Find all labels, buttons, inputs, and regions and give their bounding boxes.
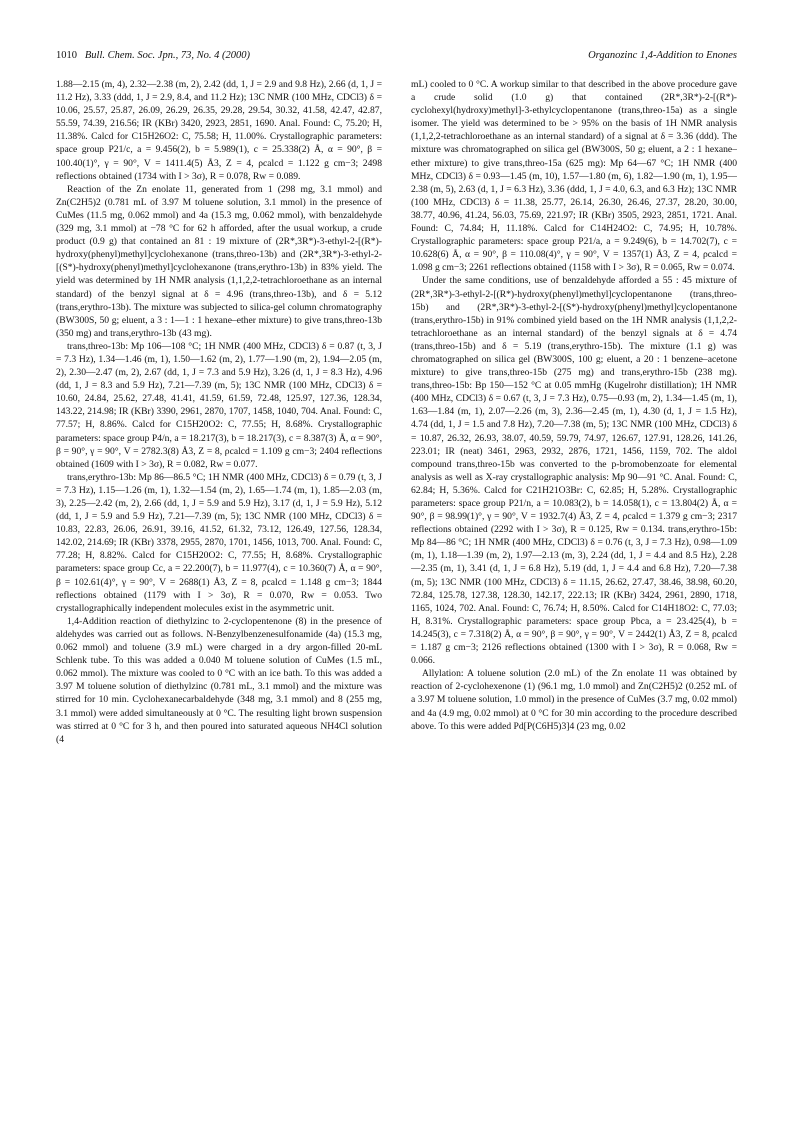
paragraph: 1,4-Addition reaction of diethylzinc to 2-cyclopentenone (8) in the presence of aldehydes was carried out as follows. N-Benzylbenzenesulfonamide (4a) (15.3 mg, 0.062 mmol) and toluene (3.9 mL) were charged in a dry argon-filled 20-mL Schlenk tube. To this was added a 0.040 M toluene solution of CuMes (1.5 mL, 0.062 mmol). The mixture was cooled to 0 °C with an ice bath. To this was added a 3.97 M toluene solution of diethylzinc (0.781 mL, 3.1 mmol) and the mixture was stirred for 10 min. Cyclohexanecarbaldehyde (348 mg, 3.1 mmol) and 8 (255 mg, 3.1 mmol) were added simultaneously at 0 °C. The resulting light brown suspension was stirred at 0 °C for 3 h, and then poured into saturated aqueous NH4Cl solution (4	[56, 615, 382, 745]
paragraph: 1.88—2.15 (m, 4), 2.32—2.38 (m, 2), 2.42 (dd, 1, J = 2.9 and 9.8 Hz), 2.66 (d, 1, J = 11.2 Hz), 3.33 (ddd, 1, J = 2.9, 8.4, and 11.2 Hz); 13C NMR (100 MHz, CDCl3) δ = 10.06, 25.57, 25.87, 26.09, 26.29, 26.35, 29.28, 29.54, 30.32, 41.58, 42.47, 42.87, 55.59, 74.39, 216.56; IR (KBr) 3420, 2923, 2851, 1690. Anal. Found: C, 75.20; H, 11.38%. Calcd for C15H26O2: C, 75.58; H, 11.00%. Crystallographic parameters: space group P21/c, a = 9.456(2), b = 5.989(1), c = 25.338(2) Å, α = 90°, β = 100.40(1)°, γ = 90°, V = 1411.4(5) Å3, Z = 4, ρcalcd = 1.122 g cm−3; 2498 reflections obtained (1734 with I > 3σ), R = 0.078, Rw = 0.089.	[56, 79, 382, 182]
header-left	[56, 50, 250, 61]
paragraph: trans,erythro-13b: Mp 86—86.5 °C; 1H NMR (400 MHz, CDCl3) δ = 0.79 (t, 3, J = 7.3 Hz), 1.15—1.26 (m, 1), 1.32—1.54 (m, 2), 1.65—1.74 (m, 1), 1.85—2.03 (m, 3), 2.25—2.42 (m, 2), 2.66 (dd, 1, J = 5.9 and 5.9 Hz), 3.17 (d, 1, J = 5.9 Hz), 5.12 (dd, 1, J = 5.9 and 5.9 Hz), 7.21—7.39 (m, 5); 13C NMR (100 MHz, CDCl3) δ = 10.83, 22.83, 26.06, 26.91, 39.16, 41.52, 61.32, 73.12, 126.49, 127.56, 128.34, 142.02, 214.69; IR (KBr) 3378, 2955, 2870, 1701, 1456, 1013, 700. Anal. Found: C, 77.28; H, 8.82%. Calcd for C15H20O2: C, 77.55; H, 8.68%. Crystallographic parameters: space group Cc, a = 22.200(7), b = 11.977(4), c = 10.360(7) Å, α = 90°, β = 102.61(4)°, γ = 90°, V = 2688(1) Å3, Z = 8, ρcalcd = 1.148 g cm−3; 1844 reflections obtained (1179 with I > 3σ), R = 0.070, Rw = 0.053. Two crystallographically independent molecules exist in the asymmetric unit.	[56, 471, 382, 614]
journal-citation: Bull. Chem. Soc. Jpn., 73, No. 4 (2000)	[84, 50, 250, 61]
paragraph: Under the same conditions, use of benzaldehyde afforded a 55 : 45 mixture of (2R*,3R*)-3-ethyl-2-[(R*)-hydroxy(phenyl)methyl]cyclopentanone (trans,threo-15b) and (2R*,3R*)-3-ethyl-2-[(S*)-hydroxy(phenyl)methyl]cyclopentanone (trans,erythro-15b) in 91% combined yield based on the 1H NMR analysis (1,1,2,2-tetrachloroethane as an internal standard) of the benzyl signals at δ = 4.74 (trans,threo-15b) and δ = 5.19 (trans,erythro-15b). The mixture (1.1 g) was chromatographed on silica gel (BW300S, 100 g; eluent, a 20 : 1 benzene–acetone mixture) to give trans,threo-15b (275 mg) and trans,erythro-15b (238 mg). trans,threo-15b: Bp 150—152 °C at 0.05 mmHg (Kugelrohr distillation); 1H NMR (400 MHz, CDCl3) δ = 0.67 (t, 3, J = 7.3 Hz), 0.75—0.93 (m, 2), 1.34—1.45 (m, 1), 1.63—1.84 (m, 1), 2.07—2.26 (m, 3), 2.36—2.45 (m, 1), 4.30 (d, 1, J = 1.5 Hz), 4.74 (dd, 1, J = 1.5 and 7.8 Hz), 7.20—7.38 (m, 5); 13C NMR (100 MHz, CDCl3) δ = 10.87, 26.32, 26.93, 38.07, 40.59, 59.79, 74.97, 126.67, 127.91, 128.26, 141.26, 223.01; IR (neat) 3461, 2963, 2932, 2876, 1721, 1456, 1159, 702. The aldol compound trans,threo-15b was converted to the p-bromobenzoate for elemental analysis as well as X-ray crystallographic analysis: Mp 90—91 °C. Anal. Found: C, 62.84; H, 5.36%. Calcd for C21H21O3Br: C, 62.85; H, 5.28%. Crystallographic parameters: space group P21/n, a = 10.083(2), b = 14.058(1), c = 13.804(2) Å, α = 90°, β = 98.99(1)°, γ = 90°, V = 1932.7(4) Å3, Z = 4, ρcalcd = 1.379 g cm−3; 2317 reflections obtained (2292 with I > 3σ), R = 0.125, Rw = 0.134. trans,erythro-15b: Mp 84—86 °C; 1H NMR (400 MHz, CDCl3) δ = 0.76 (t, 3, J = 7.3 Hz), 0.98—1.09 (m, 1), 1.18—1.39 (m, 2), 1.97—2.13 (m, 3), 2.24 (dd, 1, J = 4.4 and 8.5 Hz), 2.28—2.35 (m, 1), 3.41 (d, 1, J = 6.8 Hz), 5.19 (dd, 1, J = 4.4 and 6.8 Hz), 7.20—7.38 (m, 5); 13C NMR (100 MHz, CDCl3) δ = 11.15, 26.62, 27.47, 38.46, 38.98, 60.20, 72.84, 125.78, 127.38, 128.30, 142.17, 222.13; IR (KBr) 3424, 2961, 2890, 1718, 1165, 1024, 702. Anal. Found: C, 76.74; H, 8.50%. Calcd for C14H18O2: C, 77.03; H, 8.31%. Crystallographic parameters: space group Pbca, a = 23.425(4), b = 14.245(3), c = 7.318(2) Å, α = 90°, β = 90°, γ = 90°, V = 2442(1) Å3, Z = 8, ρcalcd = 1.187 g cm−3; 2126 reflections obtained (1300 with I > 3σ), R = 0.068, Rw = 0.066.	[411, 275, 737, 667]
paragraph: Reaction of the Zn enolate 11, generated from 1 (298 mg, 3.1 mmol) and Zn(C2H5)2 (0.781 mL of 3.97 M toluene solution, 3.1 mmol) in the presence of CuMes (11.5 mg, 0.062 mmol) and 4a (15.3 mg, 0.062 mmol), with benzaldehyde (329 mg, 3.1 mmol) at −78 °C for 62 h afforded, after the usual workup, a crude product (0.9 g) that contained an 81 : 19 mixture of (2R*,3R*)-3-ethyl-2-[(R*)-hydroxy(phenyl)methyl]cyclohexanone (trans,threo-13b) and (2R*,3R*)-3-ethyl-2-[(S*)-hydroxy(phenyl)methyl]cyclohexanone (trans,erythro-13b) in 83% yield. The yield was determined by 1H NMR analysis (1,1,2,2-tetrachloroethane as an internal standard) of the benzyl signal at δ = 4.96 (trans,threo-13b), and δ = 5.12 (trans,erythro-13b). The mixture was subjected to silica-gel column chromatography (BW300S, 50 g; eluent, a 3 : 1—1 : 1 hexane–ether mixture) to give trans,threo-13b (350 mg) and trans,erythro-13b (43 mg).	[56, 183, 382, 339]
paragraph: Allylation: A toluene solution (2.0 mL) of the Zn enolate 11 was obtained by reaction of 2-cyclohexenone (1) (96.1 mg, 1.0 mmol) and Zn(C2H5)2 (0.252 mL of a 3.97 M toluene solution, 1.0 mmol) in the presence of CuMes (3.7 mg, 0.02 mmol) and 4a (4.9 mg, 0.02 mmol) at 0 °C for 30 min according to the procedure described above. To this were added Pd[P(C6H5)3]4 (23 mg, 0.02	[411, 668, 737, 732]
left-column	[56, 78, 382, 1108]
running-title: Organozinc 1,4-Addition to Enones	[588, 50, 737, 61]
running-header	[56, 50, 737, 66]
right-column	[411, 78, 737, 1108]
paragraph: mL) cooled to 0 °C. A workup similar to that described in the above procedure gave a crude solid (1.0 g) that contained (2R*,3R*)-2-[(R*)-cyclohexyl(hydroxy)methyl]-3-ethylcyclopentanone (trans,threo-15a) as a single isomer. The yield was determined to be > 95% on the basis of 1H NMR analysis (1,1,2,2-tetrachloroethane as an internal standard) of a signal at δ = 3.36 (ddd). The mixture was chromatographed on silica gel (BW300S, 50 g; eluent, a 2 : 1 hexane–ether mixture) to give trans,threo-15a (625 mg): Mp 64—67 °C; 1H NMR (400 MHz, CDCl3) δ = 0.93—1.45 (m, 10), 1.57—1.80 (m, 6), 1.82—1.90 (m, 1), 1.95—2.38 (m, 5), 2.63 (d, 1, J = 6.3 Hz), 3.36 (ddd, 1, J = 4.0, 6.3, and 6.3 Hz); 13C NMR (100 MHz, CDCl3) δ = 11.38, 25.77, 26.14, 26.30, 26.46, 27.37, 28.20, 30.00, 38.77, 40.96, 41.24, 56.03, 75.69, 221.97; IR (KBr) 3505, 2923, 2851, 1721. Anal. Found: C, 74.84; H, 11.18%. Calcd for C14H24O2: C, 74.95; H, 10.78%. Crystallographic parameters: space group P21/a, a = 9.249(6), b = 14.702(7), c = 10.628(6) Å, α = 90°, β = 110.08(4)°, γ = 90°, V = 1357(1) Å3, Z = 4, ρcalcd = 1.098 g cm−3; 2261 reflections obtained (1158 with I > 3σ), R = 0.065, Rw = 0.074.	[411, 79, 737, 274]
page-number: 1010	[56, 50, 77, 61]
paragraph: trans,threo-13b: Mp 106—108 °C; 1H NMR (400 MHz, CDCl3) δ = 0.87 (t, 3, J = 7.3 Hz), 1.34—1.46 (m, 1), 1.50—1.62 (m, 2), 1.77—1.90 (m, 2), 1.94—2.05 (m, 2), 2.30—2.47 (m, 2), 2.67 (dd, 1, J = 7.3 and 5.9 Hz), 3.26 (d, 1, J = 8.3 Hz), 4.96 (dd, 1, J = 8.3 and 5.9 Hz), 7.21—7.39 (m, 5); 13C NMR (100 MHz, CDCl3) δ = 10.60, 24.84, 25.62, 27.48, 41.41, 41.59, 61.59, 72.48, 125.97, 127.36, 128.34, 143.22, 214.98; IR (KBr) 3390, 2961, 2870, 1707, 1458, 1040, 704. Anal. Found: C, 77.57; H, 8.86%. Calcd for C15H20O2: C, 77.55; H, 8.68%. Crystallographic parameters: space group P4/n, a = 18.217(3), b = 18.217(3), c = 8.387(3) Å, α = 90°, β = 90°, γ = 90°, V = 2782.3(8) Å3, Z = 8, ρcalcd = 1.109 g cm−3; 2404 reflections obtained (1609 with I > 3σ), R = 0.082, Rw = 0.077.	[56, 340, 382, 470]
